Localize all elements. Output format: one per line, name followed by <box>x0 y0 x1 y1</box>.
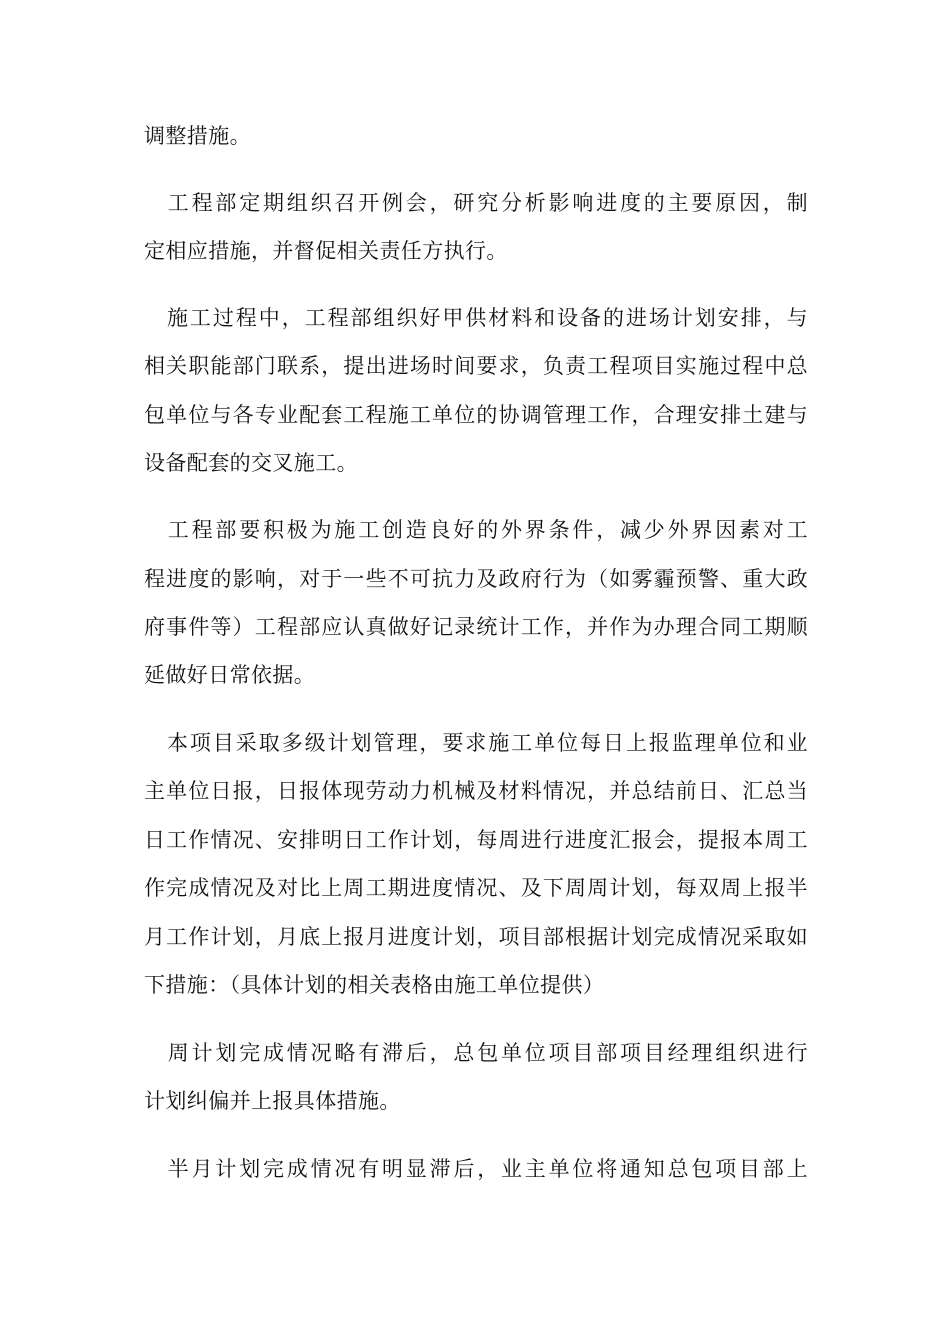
paragraph-4-line-5: 下措施：（具体计划的相关表格由施工单位提供） <box>144 973 605 997</box>
paragraph-4-line-1: 主单位日报，日报体现劳动力机械及材料情况，并总结前日、汇总当 <box>144 779 808 803</box>
paragraph-4-line-3: 作完成情况及对比上周工期进度情况、及下周周计划，每双周上报半 <box>144 876 808 900</box>
paragraph-5-line-0: 周计划完成情况略有滞后，总包单位项目部项目经理组织进行 <box>144 1041 808 1065</box>
paragraph-4-line-2: 日工作情况、安排明日工作计划，每周进行进度汇报会，提报本周工 <box>144 828 808 852</box>
paragraph-4-line-4: 月工作计划，月底上报月进度计划，项目部根据计划完成情况采取如 <box>144 925 808 949</box>
paragraph-3-line-2: 府事件等）工程部应认真做好记录统计工作，并作为办理合同工期顺 <box>144 615 808 639</box>
paragraph-3-line-0: 工程部要积极为施工创造良好的外界条件，减少外界因素对工 <box>144 518 808 542</box>
paragraph-3-line-1: 程进度的影响，对于一些不可抗力及政府行为（如雾霾预警、重大政 <box>144 567 808 591</box>
paragraph-2-line-1: 相关职能部门联系，提出进场时间要求，负责工程项目实施过程中总 <box>144 354 808 378</box>
paragraph-4-line-0: 本项目采取多级计划管理，要求施工单位每日上报监理单位和业 <box>144 731 808 755</box>
paragraph-2-line-0: 施工过程中，工程部组织好甲供材料和设备的进场计划安排，与 <box>144 306 808 330</box>
paragraph-3-line-3: 延做好日常依据。 <box>144 663 316 687</box>
paragraph-6-line-0: 半月计划完成情况有明显滞后，业主单位将通知总包项目部上 <box>144 1157 808 1181</box>
paragraph-2-line-2: 包单位与各专业配套工程施工单位的协调管理工作，合理安排土建与 <box>144 403 808 427</box>
paragraph-0-line-0: 调整措施。 <box>144 124 251 148</box>
paragraph-1-line-1: 定相应措施，并督促相关责任方执行。 <box>144 239 508 263</box>
paragraph-5-line-1: 计划纠偏并上报具体措施。 <box>144 1089 401 1113</box>
paragraph-1-line-0: 工程部定期组织召开例会，研究分析影响进度的主要原因，制 <box>144 191 808 215</box>
paragraph-2-line-3: 设备配套的交叉施工。 <box>144 451 358 475</box>
